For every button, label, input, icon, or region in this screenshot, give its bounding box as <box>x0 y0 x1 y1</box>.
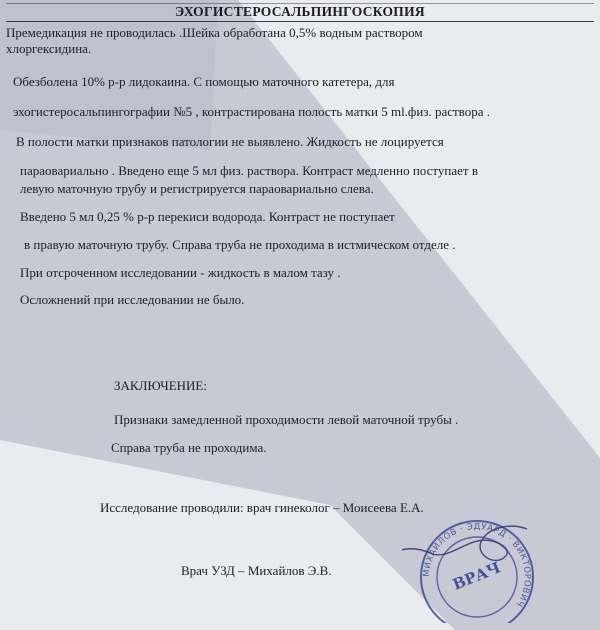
paragraph-line: В полости матки признаков патологии не выявлено. Жидкость не лоцируется <box>16 134 444 149</box>
doctor-stamp <box>402 515 544 623</box>
paragraph-line: Введено 5 мл 0,25 % р-р перекиси водорода. Контраст не поступает <box>20 209 395 224</box>
uzd-doctor-signature-line: Врач УЗД – Михайлов Э.В. <box>181 563 332 578</box>
conclusion-line: Признаки замедленной проходимости левой маточной трубы . <box>114 412 459 427</box>
conclusion-line: Справа труба не проходима. <box>111 440 267 455</box>
examiners-signature-line: Исследование проводили: врач гинеколог – Моисеева Е.А. <box>100 500 424 515</box>
title-bottom-rule <box>6 21 594 22</box>
title-top-rule <box>6 3 594 4</box>
document-title: ЭХОГИСТЕРОСАЛЬПИНГОСКОПИЯ <box>175 4 425 19</box>
paragraph-line: Обезболена 10% р-р лидокаина. С помощью маточного катетера, для <box>13 74 395 89</box>
paragraph-line: При отсроченном исследовании - жидкость в малом тазу . <box>20 265 341 280</box>
paragraph-line: Осложнений при исследовании не было. <box>20 292 245 307</box>
paragraph-line: хлоргексидина. <box>6 41 92 56</box>
paragraph-line: в правую маточную трубу. Справа труба не проходима в истмическом отделе . <box>24 237 456 252</box>
svg-text:МИХАЙЛОВ · ЭДУАРД · ВИКТОРОВИЧ: МИХАЙЛОВ · ЭДУАРД · ВИКТОРОВИЧ <box>421 521 533 609</box>
paragraph-line: эхогистеросальпингографии №5 , контрастирована полость матки 5 ml.физ. раствора . <box>13 104 490 119</box>
conclusion-heading: ЗАКЛЮЧЕНИЕ: <box>114 378 207 393</box>
paragraph-line: Премедикация не проводилась .Шейка обработана 0,5% водным раствором <box>6 25 423 40</box>
paragraph-line: левую маточную трубу и регистрируется параовариально слева. <box>20 181 374 196</box>
paragraph-line: параовариально . Введено еще 5 мл физ. раствора. Контраст медленно поступает в <box>20 163 478 178</box>
svg-text:ВРАЧ: ВРАЧ <box>450 558 504 594</box>
